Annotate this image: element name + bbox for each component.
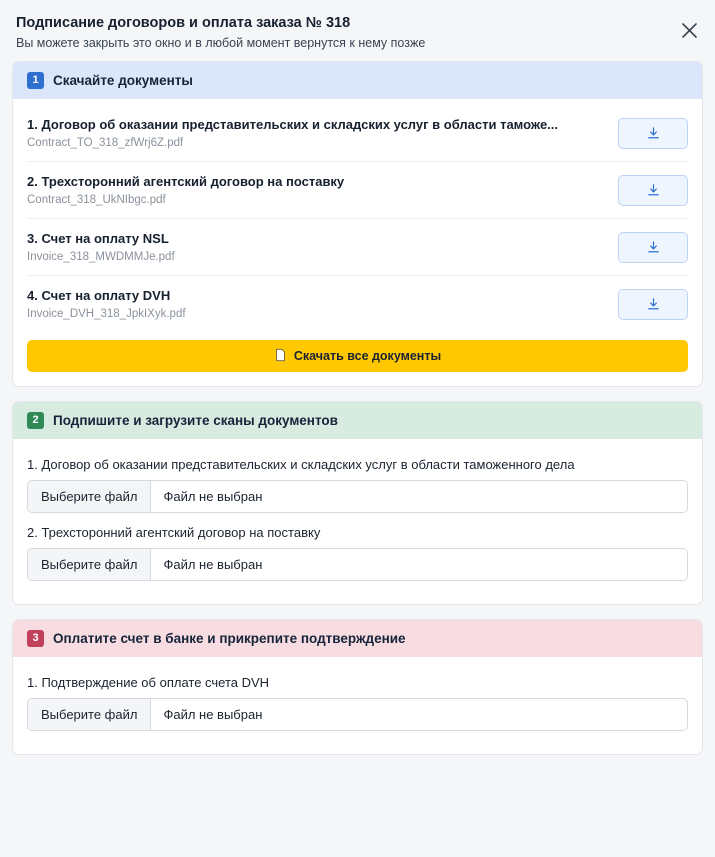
file-upload-field[interactable] <box>27 698 688 731</box>
document-info <box>27 230 606 265</box>
document-row <box>27 105 688 161</box>
document-title: 2. Трехсторонний агентский договор на поставку <box>27 174 345 189</box>
download-icon[interactable] <box>618 175 688 206</box>
step-2-card <box>12 401 703 605</box>
file-status-text: Файл не выбран <box>163 489 263 504</box>
document-row <box>27 218 688 275</box>
dialog-header <box>0 0 715 61</box>
document-filename: Contract_318_UkNIbgc.pdf <box>27 194 166 206</box>
download-all-button[interactable] <box>27 340 688 372</box>
choose-file-button[interactable]: Выберите файл <box>28 481 151 512</box>
file-upload-field[interactable] <box>27 480 688 513</box>
upload-label: 1. Договор об оказании представительских и складских услуг в области таможенного дела <box>27 457 575 472</box>
document-row <box>27 161 688 218</box>
step-1-badge: 1 <box>27 72 44 89</box>
step-2-badge: 2 <box>27 412 44 429</box>
document-title: 4. Счет на оплату DVH <box>27 288 171 303</box>
download-all-label: Скачать все документы <box>293 349 442 363</box>
step-1-card <box>12 61 703 387</box>
choose-file-button[interactable]: Выберите файл <box>28 549 151 580</box>
document-title: 3. Счет на оплату NSL <box>27 231 169 246</box>
step-2-title: Подпишите и загрузите сканы документов <box>53 413 338 428</box>
document-filename: Invoice_DVH_318_JpkIXyk.pdf <box>27 308 186 320</box>
file-status-text: Файл не выбран <box>163 557 263 572</box>
page-subtitle: Вы можете закрыть это окно и в любой момент вернутся к нему позже <box>16 36 426 50</box>
document-info <box>27 116 606 151</box>
document-icon <box>274 348 287 365</box>
step-2-header <box>13 402 702 439</box>
step-1-header <box>13 62 702 99</box>
document-row <box>27 275 688 332</box>
upload-label: 1. Подтверждение об оплате счета DVH <box>27 675 270 690</box>
download-icon[interactable] <box>618 232 688 263</box>
step-1-body <box>13 99 702 386</box>
step-3-card <box>12 619 703 755</box>
document-info <box>27 287 606 322</box>
file-status-text: Файл не выбран <box>163 707 263 722</box>
page-title: Подписание договоров и оплата заказа № 318 <box>16 15 351 31</box>
document-filename: Contract_TO_318_zfWrj6Z.pdf <box>27 137 184 149</box>
document-info <box>27 173 606 208</box>
close-icon[interactable] <box>675 16 703 44</box>
step-2-body <box>13 439 702 604</box>
upload-label: 2. Трехсторонний агентский договор на поставку <box>27 525 321 540</box>
file-upload-field[interactable] <box>27 548 688 581</box>
document-title: 1. Договор об оказании представительских и складских услуг в области таможе... <box>27 117 559 132</box>
step-1-title: Скачайте документы <box>53 73 193 88</box>
step-3-header <box>13 620 702 657</box>
step-3-badge: 3 <box>27 630 44 647</box>
step-3-title: Оплатите счет в банке и прикрепите подтверждение <box>53 631 406 646</box>
step-3-body <box>13 657 702 754</box>
download-icon[interactable] <box>618 118 688 149</box>
choose-file-button[interactable]: Выберите файл <box>28 699 151 730</box>
document-filename: Invoice_318_MWDMMJe.pdf <box>27 251 175 263</box>
download-icon[interactable] <box>618 289 688 320</box>
